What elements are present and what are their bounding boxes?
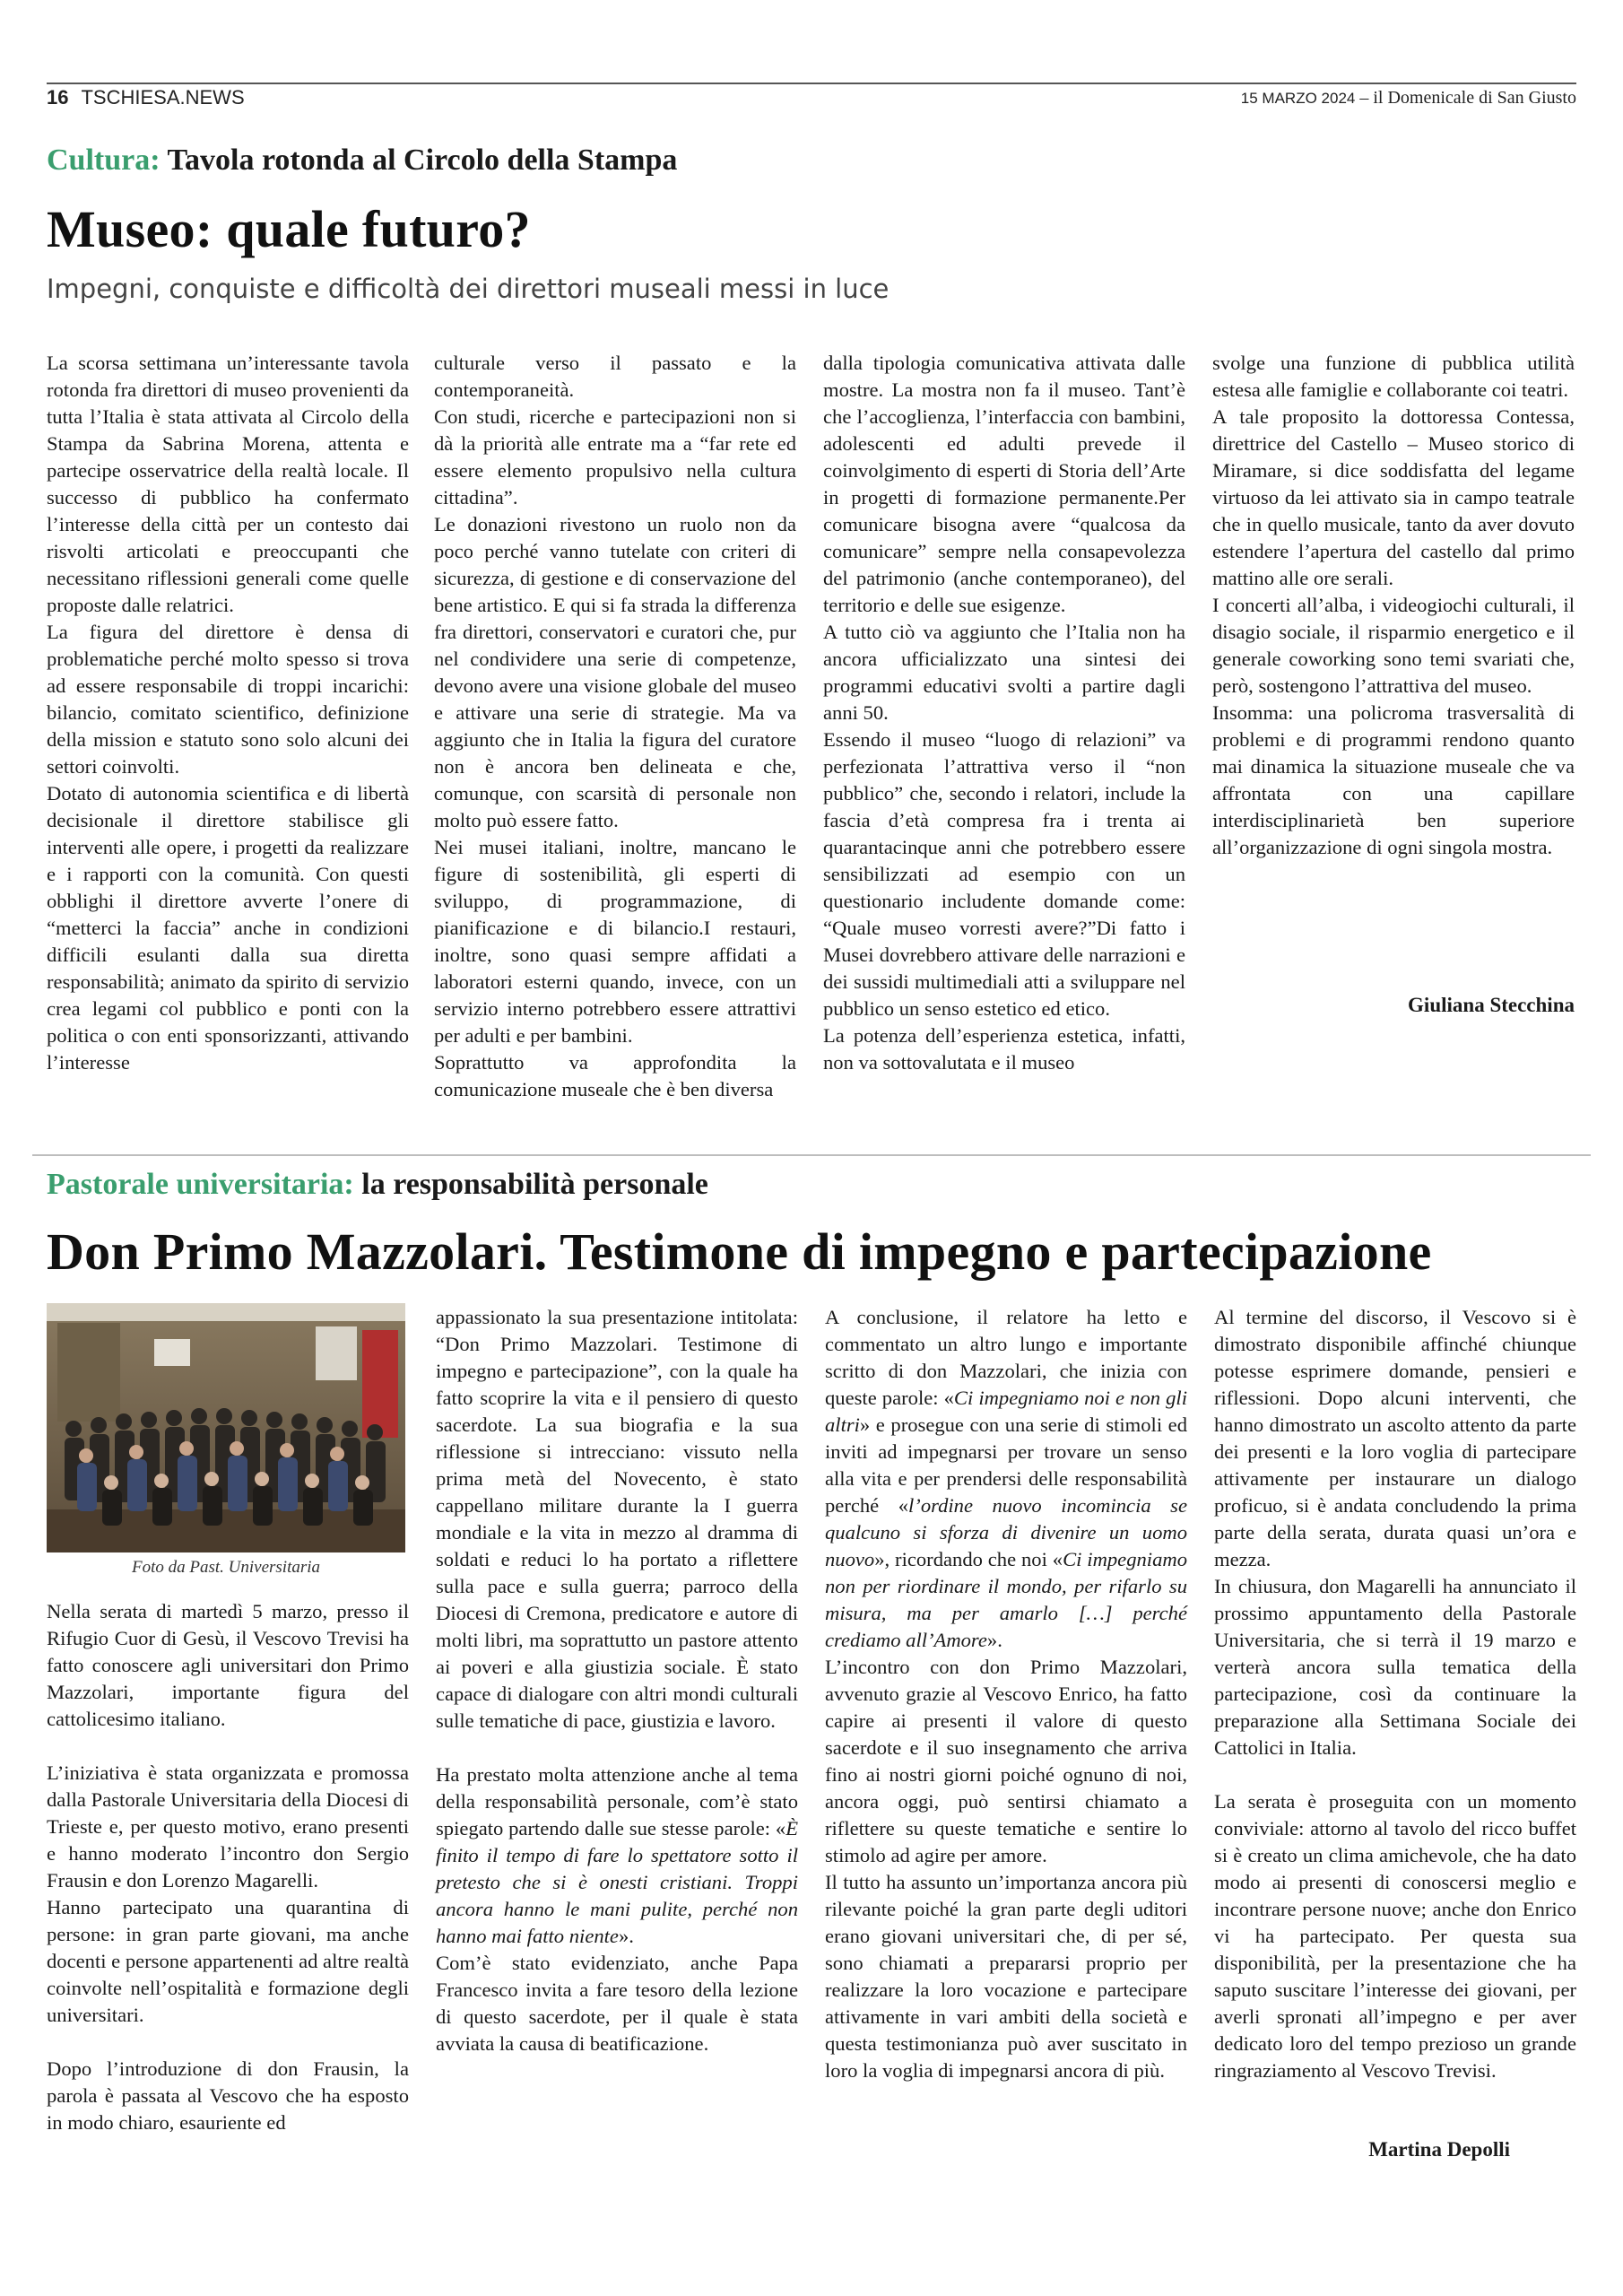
- paragraph: Nei musei italiani, inoltre, mancano le figure di sostenibilità, gli esperti di sviluppo, di programmazione, di pianificazione e di bilancio.I restauri, inoltre, sono quasi sempre affidati a laboratori esterni quando, invece, con un servizio interno potrebbero essere attrattivi per adulti e per bambini.: [434, 836, 796, 1047]
- article2-column-4: [1214, 1304, 1576, 2084]
- group-photo-illustration: [47, 1303, 405, 1552]
- paragraph: Soprattutto va approfondita la comunicazione museale che è ben diversa: [434, 1051, 796, 1100]
- quote: Ci impegniamo noi e non gli altri: [825, 1387, 1187, 1436]
- paragraph: Il tutto ha assunto un’importanza ancora più rilevante poiché la gran parte degli uditori erano giovani universitari che, di per sé, sono chiamati a prepararsi proprio per realizzare la loro vocazione e partecipare attivamente in vari ambiti della società e questa testimonianza può aver suscitato in loro la voglia di impegnarsi ancora di più.: [825, 1871, 1187, 2082]
- paragraph: A tale proposito la dottoressa Contessa, direttrice del Castello – Museo storico di Miramare, si dice soddisfatta del legame virtuoso da lei attivato sia in campo teatrale che in quello musicale, tanto da aver dovuto estendere l’apertura del castello dal primo mattino alle ore serali.: [1212, 405, 1575, 589]
- paragraph: La potenza dell’esperienza estetica, infatti, non va sottovalutata e il museo: [823, 1024, 1185, 1074]
- paragraph: L’iniziativa è stata organizzata e promossa dalla Pastorale Universitaria della Diocesi di Trieste e, per questo motivo, erano presenti e hanno moderato l’incontro don Sergio Frausin e don Lorenzo Magarelli.: [47, 1761, 409, 1892]
- page-header-right: [1241, 88, 1576, 109]
- paragraph: [436, 1761, 798, 1950]
- article1-section: Cultura:: [47, 144, 161, 177]
- text: », ricordando che noi «: [874, 1548, 1063, 1570]
- text: » e prosegue con una serie di stimoli ed inviti ad impegnarsi per trovare un senso alla vita e per prendersi delle responsabilità perché «: [825, 1413, 1187, 1517]
- quote: Ci impegniamo non per riordinare il mondo, per rifarlo su misura, ma per amarlo […] perché crediamo all’Amore: [825, 1548, 1187, 1651]
- paragraph: Hanno partecipato una quarantina di persone: in gran parte giovani, ma anche docenti e persone appartenenti ad altre realtà coinvolte nell’ospitalità e formazione degli universitari.: [47, 1896, 409, 2026]
- quote: È finito il tempo di fare lo spettatore sotto il pretesto che si è onesti cristiani. Troppi ancora hanno le mani pulite, perché non hanno mai fatto niente: [436, 1817, 798, 1947]
- paragraph: culturale verso il passato e la contemporaneità.: [434, 352, 796, 401]
- text: ».: [618, 1925, 634, 1947]
- section-divider: [32, 1154, 1591, 1156]
- publication-name: il Domenicale di San Giusto: [1373, 88, 1576, 108]
- paragraph: Com’è stato evidenziato, anche Papa Francesco invita a fare tesoro della lezione di questo sacerdote, per il quale è stata avviata la causa di beatificazione.: [436, 1952, 798, 2055]
- header-rule: [47, 83, 1576, 84]
- article1-kicker-text: Tavola rotonda al Circolo della Stampa: [167, 144, 678, 177]
- text: A conclusione, il relatore ha letto e commentato un altro lungo e importante scritto di don Mazzolari, che inizia con queste parole: «: [825, 1306, 1187, 1409]
- paragraph: La scorsa settimana un’interessante tavola rotonda fra direttori di museo provenienti da tutta l’Italia è stata attivata al Circolo della Stampa da Sabrina Morena, attenta e partecipe osservatrice della realtà locale. Il successo di pubblico ha confermato l’interesse della città per un contesto dai risvolti articolati e preoccupanti che necessitano riflessioni generali come quelle proposte dalle relatrici.: [47, 352, 409, 616]
- paragraph: L’incontro con don Primo Mazzolari, avvenuto grazie al Vescovo Enrico, ha fatto capire ai presenti il valore di questo sacerdote e il suo insegnamento che arriva fino ai nostri giorni poiché ognuno di noi, ancora oggi, può sentirsi chiamato a riflettere su queste tematiche e sentire lo stimolo ad agire per amore.: [825, 1656, 1187, 1866]
- paragraph: Nella serata di martedì 5 marzo, presso il Rifugio Cuor di Gesù, il Vescovo Trevisi ha fatto conoscere agli universitari don Primo Mazzolari, importante figura del cattolicesimo italiano.: [47, 1600, 409, 1730]
- group-photo: [47, 1303, 405, 1552]
- paragraph: Dotato di autonomia scientifica e di libertà decisionale il direttore stabilisce gli interventi alle opere, i progetti da realizzare e i rapporti con la comunità. Con questi obblighi il direttore avverte l’onere di “metterci la faccia” anche in condizioni difficili esulanti dalla sua diretta responsabilità; animato da spirito di servizio crea legami col pubblico e ponti con la politica o con enti sponsorizzanti, attivando l’interesse: [47, 782, 409, 1074]
- article2-column-1: [47, 1598, 409, 2136]
- header-separator: –: [1355, 88, 1374, 108]
- photo-caption: Foto da Past. Universitaria: [131, 1558, 321, 1577]
- article2-title: Don Primo Mazzolari. Testimone di impegno e partecipazione: [47, 1222, 1432, 1281]
- paragraph: dalla tipologia comunicativa attivata dalle mostre. La mostra non fa il museo. Tant’è che l’accoglienza, l’interfaccia con bambini, adolescenti ed adulti prevede il coinvolgimento di esperti di Storia dell’Arte in progetti di formazione permanente.Per comunicare bisogna avere “qualcosa da comunicare” sempre nella consapevolezza del patrimonio (anche contemporaneo), del territorio e delle sue esigenze.: [823, 352, 1185, 616]
- article1-column-4: [1212, 350, 1575, 861]
- page-header-left: [47, 86, 245, 109]
- article1-column-2: [434, 350, 796, 1103]
- issue-date: 15 MARZO 2024: [1240, 90, 1356, 107]
- article1-title: Museo: quale futuro?: [47, 200, 531, 258]
- page-number: 16: [47, 86, 69, 109]
- article1-subtitle: Impegni, conquiste e difficoltà dei direttori museali messi in luce: [47, 274, 890, 304]
- paragraph: A tutto ciò va aggiunto che l’Italia non ha ancora ufficializzato una sintesi dei programmi educativi svolti a partire dagli anni 50.: [823, 621, 1185, 724]
- article2-column-2: [436, 1304, 798, 2057]
- article1-author: Giuliana Stecchina: [1408, 994, 1575, 1016]
- text: Ha prestato molta attenzione anche al tema della responsabilità personale, com’è stato spiegato partendo dalle sue stesse parole: «: [436, 1763, 798, 1839]
- paragraph: Le donazioni rivestono un ruolo non da poco perché vanno tutelate con criteri di sicurezza, di gestione e di conservazione del bene artistico. E qui si fa strada la differenza fra direttori, conservatori e curatori che, pur nel condividere una serie di competenze, devono avere una visione globale del museo e attivare una serie di strategie. Ma va aggiunto che in Italia la figura del curatore non è ancora ben delineata e che, comunque, con scarsità di personale non molto può essere fatto.: [434, 513, 796, 831]
- paragraph: [825, 1304, 1187, 1654]
- article2-author: Martina Depolli: [1368, 2138, 1510, 2161]
- article2-kicker: [47, 1168, 708, 1202]
- paragraph: appassionato la sua presentazione intitolata: “Don Primo Mazzolari. Testimone di impegno e partecipazione”, con la quale ha fatto scoprire la vita e il pensiero di questo sacerdote. La sua biografia e la sua riflessione si intrecciano: vissuto nella prima metà del Novecento, è stato cappellano militare durante la I guerra mondiale e la vita in mezzo al dramma di soldati e reduci lo ha portato a riflettere sulla pace e sulla guerra; parroco della Diocesi di Cremona, predicatore e autore di molti libri, ma soprattutto un pastore attento ai poveri e alla giustizia sociale. È stato capace di dialogare con altri mondi culturali sulle tematiche di pace, giustizia e lavoro.: [436, 1306, 798, 1732]
- paragraph: La serata è proseguita con un momento conviviale: attorno al tavolo del ricco buffet si è creato un clima amichevole, che ha dato modo ai presenti di conoscersi meglio e incontrare persone nuove; anche don Enrico vi ha partecipato. Per questa sua disponibilità, per la presentazione che ha saputo suscitare l’interesse dei giovani, per averli spronati all’impegno e per aver dedicato loro del tempo prezioso un grande ringraziamento al Vescovo Trevisi.: [1214, 1790, 1576, 2082]
- text: ».: [986, 1629, 1002, 1651]
- article1-kicker: [47, 144, 677, 178]
- article1-column-1: [47, 350, 409, 1076]
- article2-section: Pastorale universitaria:: [47, 1168, 354, 1201]
- paragraph: I concerti all’alba, i videogiochi culturali, il disagio sociale, il risparmio energetico e il generale coworking sono temi svariati che, però, sostengono l’attrattiva del museo.: [1212, 594, 1575, 697]
- article2-column-3: [825, 1304, 1187, 2084]
- paragraph: Dopo l’introduzione di don Frausin, la parola è passata al Vescovo che ha esposto in modo chiaro, esauriente ed: [47, 2057, 409, 2134]
- paragraph: Insomma: una policroma trasversalità di problemi e di programmi rendono quanto mai dinamica la situazione museale che va affrontata con una capillare interdisciplinarietà ben superiore all’organizzazione di ogni singola mostra.: [1212, 701, 1575, 858]
- paragraph: Al termine del discorso, il Vescovo si è dimostrato disponibile affinché chiunque potesse esprimere domande, pensieri e riflessioni. Dopo alcuni interventi, che hanno dimostrato un ascolto attento da parte dei presenti e la loro voglia di partecipare attivamente per instaurare un dialogo proficuo, si è andata concludendo la prima parte della serata, durata quasi un’ora e mezza.: [1214, 1306, 1576, 1570]
- paragraph: svolge una funzione di pubblica utilità estesa alle famiglie e collaborante coi teatri.: [1212, 352, 1575, 401]
- article1-column-3: [823, 350, 1185, 1076]
- paragraph: Con studi, ricerche e partecipazioni non si dà la priorità alle entrate ma a “far rete ed essere elemento propulsivo nella cultura cittadina”.: [434, 405, 796, 509]
- quote: l’ordine nuovo incomincia se qualcuno si sforza di divenire un uomo nuovo: [825, 1494, 1187, 1570]
- paragraph: Essendo il museo “luogo di relazioni” va perfezionata l’attrattiva verso il “non pubblico” che, secondo i relatori, include la fascia d’età compresa fra i trenta ai quarantacinque anni che potrebbero essere sensibilizzati ad esempio con un questionario includente domande come: “Quale museo vorresti avere?”Di fatto i Musei dovrebbero attivare delle narrazioni e dei sussidi multimediali atti a sviluppare nel pubblico un senso estetico ed etico.: [823, 728, 1185, 1020]
- paragraph: La figura del direttore è densa di problematiche perché molto spesso si trova ad essere responsabile di troppi incarichi: bilancio, comitato scientifico, definizione della mission e statuto sono solo alcuni dei settori coinvolti.: [47, 621, 409, 778]
- paragraph: In chiusura, don Magarelli ha annunciato il prossimo appuntamento della Pastorale Universitaria, che si terrà il 19 marzo e verterà ancora sulla tematica della partecipazione, così da continuare la preparazione alla Settimana Sociale dei Cattolici in Italia.: [1214, 1575, 1576, 1759]
- article2-kicker-text: la responsabilità personale: [361, 1168, 708, 1201]
- site-name: TSCHIESA.NEWS: [81, 86, 245, 109]
